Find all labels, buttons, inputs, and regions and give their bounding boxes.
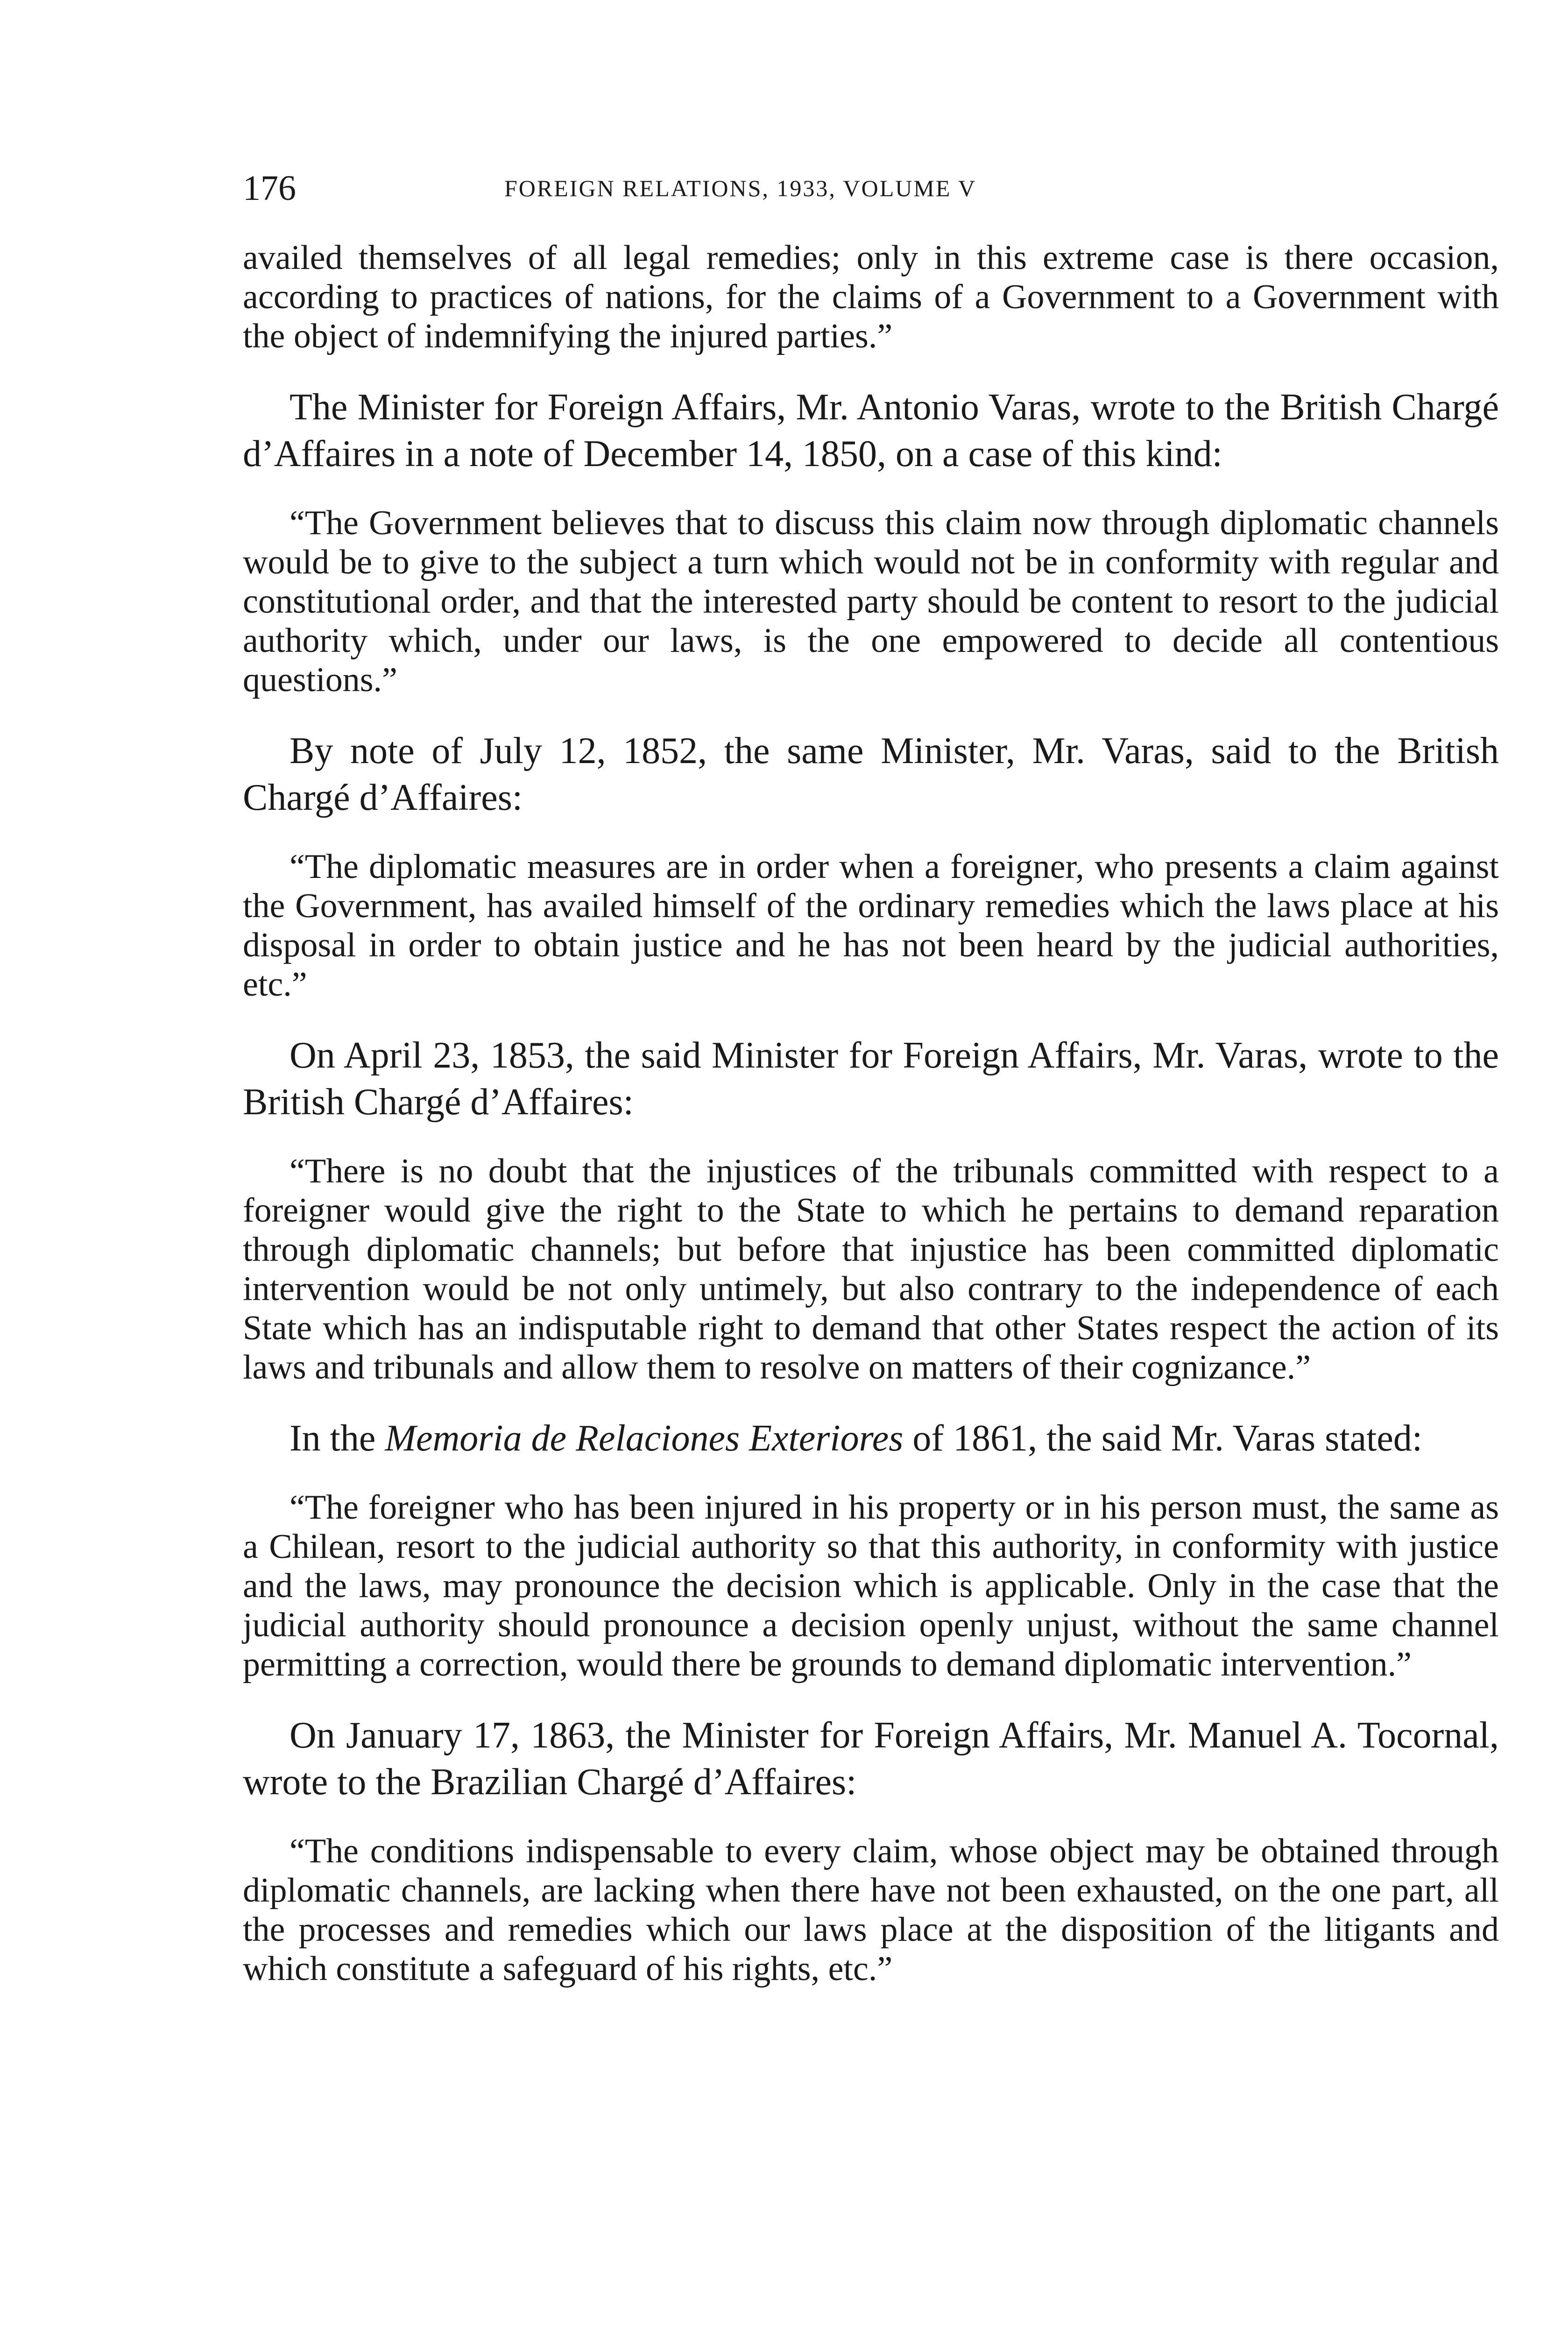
document-page xyxy=(243,168,1499,2017)
paragraph: The Minister for Foreign Affairs, Mr. Antonio Varas, wrote to the British Chargé d’Affaires in a note of December 14, 1850, on a case of this kind: xyxy=(243,387,1499,474)
page-number: 176 xyxy=(243,169,296,208)
block-quote: “The diplomatic measures are in order when a foreigner, who presents a claim against the Government, has availed himself of the ordinary remedies which the laws place at his disposal in order to obtain justice and he has not been heard by the judicial authorities, etc.” xyxy=(243,848,1499,1004)
running-head: FOREIGN RELATIONS, 1933, VOLUME V xyxy=(504,175,977,201)
paragraph: By note of July 12, 1852, the same Minister, Mr. Varas, said to the British Chargé d’Affaires: xyxy=(243,730,1499,818)
publication-title: Memoria de Relaciones Exteriores xyxy=(385,1418,904,1459)
page-header xyxy=(243,168,1499,224)
block-quote: “There is no doubt that the injustices of the tribunals committed with respect to a foreigner would give the right to the State to which he pertains to demand reparation through diplomatic channels; but before that injustice has been committed diplomatic intervention would be not only untimely, but also contrary to the independence of each State which has an indisputable right to demand that other States respect the action of its laws and tribunals and allow them to resolve on matters of their cognizance.” xyxy=(243,1152,1499,1387)
paragraph-text-after: of 1861, the said Mr. Varas stated: xyxy=(903,1418,1423,1459)
paragraph-with-title xyxy=(243,1415,1499,1462)
block-quote: “The conditions indispensable to every claim, whose object may be obtained through diplomatic channels, are lacking when there have not been exhausted, on the one part, all the processes and remedies which our laws place at the disposition of the litigants and which constitute a safeguard of his rights, etc.” xyxy=(243,1832,1499,1988)
paragraph: On January 17, 1863, the Minister for Foreign Affairs, Mr. Manuel A. Tocornal, wrote to the Brazilian Chargé d’Affaires: xyxy=(243,1715,1499,1803)
paragraph-text-before: In the xyxy=(290,1418,385,1459)
block-quote: “The Government believes that to discuss this claim now through diplomatic channels would be to give to the subject a turn which would not be in conformity with regular and constitutional order, and that the interested party should be content to resort to the judicial authority which, under our laws, is the one empowered to decide all contentious questions.” xyxy=(243,504,1499,699)
paragraph: On April 23, 1853, the said Minister for Foreign Affairs, Mr. Varas, wrote to the British Chargé d’Affaires: xyxy=(243,1035,1499,1123)
block-quote: “The foreigner who has been injured in his property or in his person must, the same as a Chilean, resort to the judicial authority so that this authority, in conformity with justice and the laws, may pronounce the decision which is applicable. Only in the case that the judicial authority should pronounce a decision openly unjust, without the same channel permitting a correction, would there be grounds to demand diplomatic intervention.” xyxy=(243,1488,1499,1684)
quote-continuation: availed themselves of all legal remedies; only in this extreme case is there occasion, according to practices of nations, for the claims of a Government to a Government with the object of indemnifying the injured parties.” xyxy=(243,239,1499,355)
